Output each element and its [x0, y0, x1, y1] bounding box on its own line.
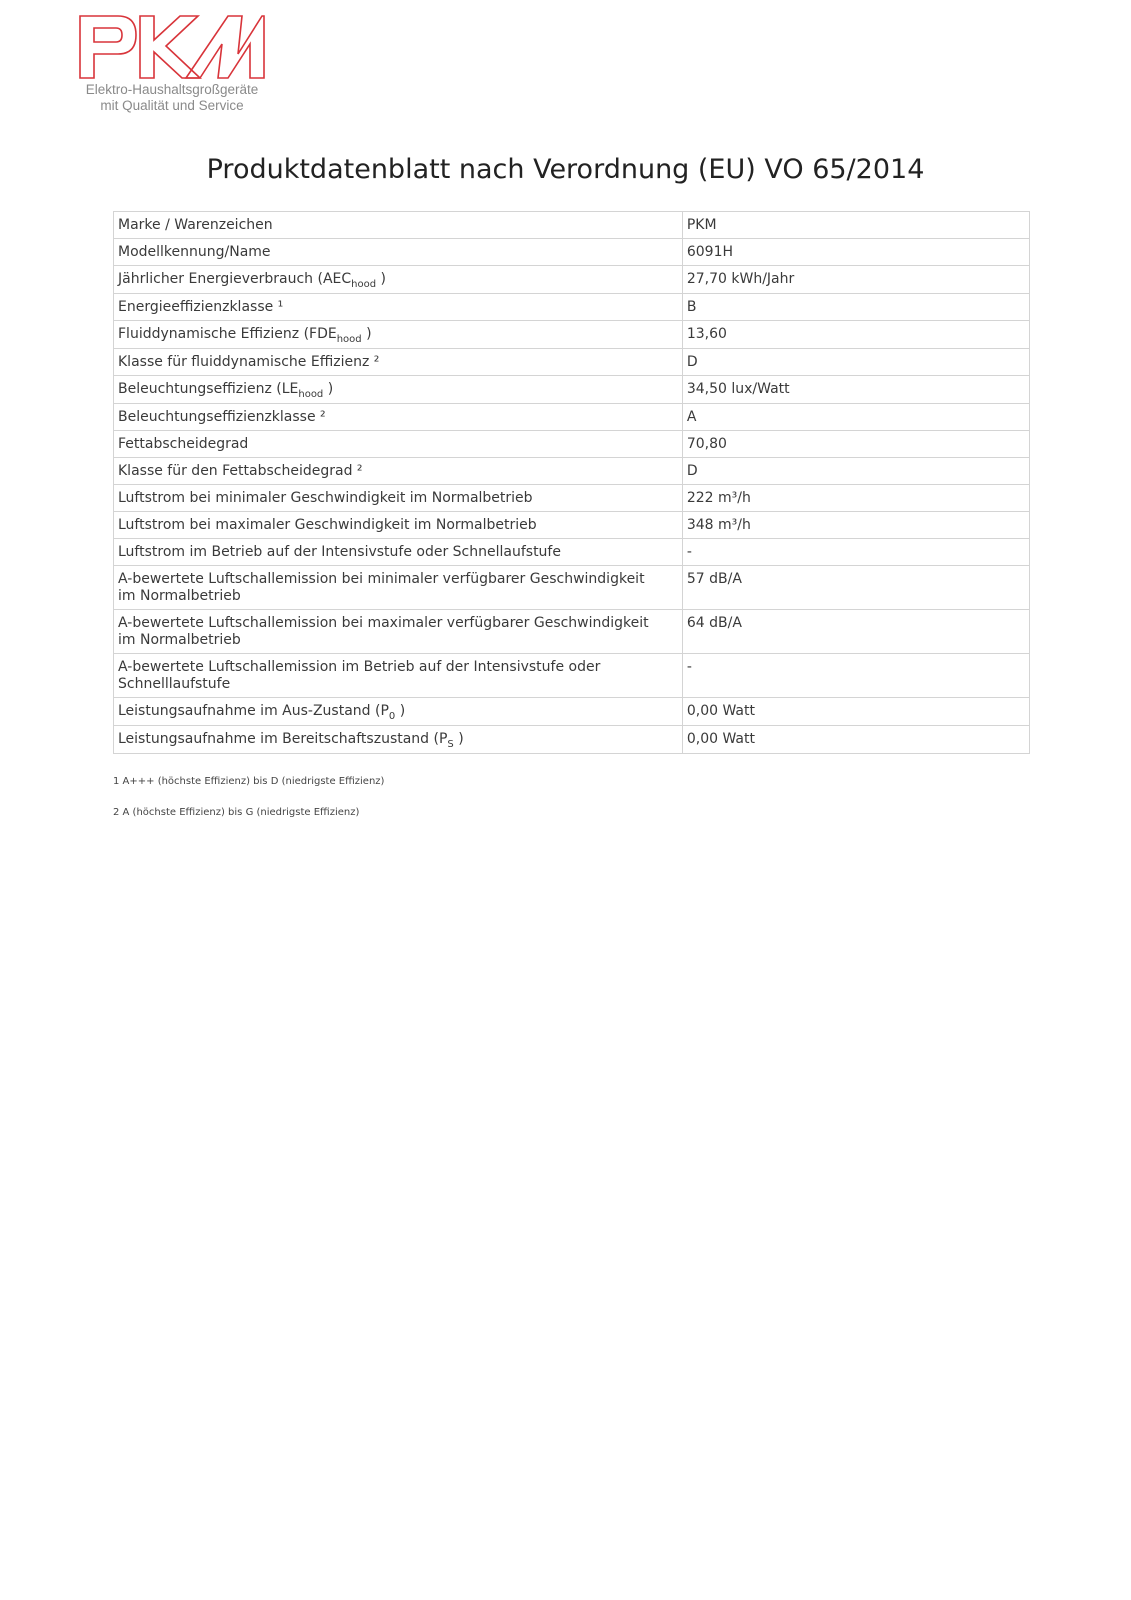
row-label — [114, 726, 683, 754]
row-label — [114, 698, 683, 726]
row-value: 34,50 lux/Watt — [682, 376, 1029, 404]
row-label-text: Fluiddynamische Effizienz (FDE — [118, 326, 337, 342]
row-label-text: Leistungsaufnahme im Bereitschaftszustand (P — [118, 731, 448, 747]
row-value: 27,70 kWh/Jahr — [682, 266, 1029, 294]
row-value: - — [682, 654, 1029, 698]
row-label-subscript: hood — [298, 389, 324, 400]
table-row — [114, 376, 1030, 404]
row-value: 0,00 Watt — [682, 698, 1029, 726]
row-value: 57 dB/A — [682, 566, 1029, 610]
row-label-text: Energieeffizienzklasse ¹ — [118, 299, 284, 315]
table-row — [114, 512, 1030, 539]
row-label-suffix: ) — [376, 271, 387, 287]
row-label-line2: im Normalbetrieb — [118, 588, 241, 604]
row-label-text: Klasse für fluiddynamische Effizienz ² — [118, 354, 380, 370]
table-row — [114, 698, 1030, 726]
pkm-logo-mark — [78, 14, 266, 82]
row-label — [114, 239, 683, 266]
row-label-subscript: hood — [336, 334, 362, 345]
row-label — [114, 349, 683, 376]
row-value: PKM — [682, 212, 1029, 239]
table-row — [114, 726, 1030, 754]
row-label — [114, 610, 683, 654]
row-label-suffix: ) — [395, 703, 406, 719]
table-row — [114, 539, 1030, 566]
row-label-text: Luftstrom bei maximaler Geschwindigkeit im Normalbetrieb — [118, 517, 537, 533]
row-label-text: Luftstrom im Betrieb auf der Intensivstufe oder Schnellaufstufe — [118, 544, 561, 560]
table-row — [114, 431, 1030, 458]
row-value: 0,00 Watt — [682, 726, 1029, 754]
row-label-text: Beleuchtungseffizienzklasse ² — [118, 409, 326, 425]
footnotes — [113, 776, 384, 838]
row-label-line2: im Normalbetrieb — [118, 632, 241, 648]
row-label — [114, 212, 683, 239]
row-label — [114, 485, 683, 512]
row-label-text: Leistungsaufnahme im Aus-Zustand (P — [118, 703, 389, 719]
logo-tagline-2: mit Qualität und Service — [100, 98, 244, 113]
row-label-text: Beleuchtungseffizienz (LE — [118, 381, 299, 397]
row-label-text: Fettabscheidegrad — [118, 436, 249, 452]
row-label — [114, 404, 683, 431]
row-label-text: Klasse für den Fettabscheidegrad ² — [118, 463, 363, 479]
row-value: 64 dB/A — [682, 610, 1029, 654]
row-label — [114, 458, 683, 485]
row-label — [114, 512, 683, 539]
logo-tagline-1: Elektro-Haushaltsgroßgeräte — [85, 82, 259, 97]
row-value: 6091H — [682, 239, 1029, 266]
table-row — [114, 404, 1030, 431]
table-row — [114, 349, 1030, 376]
page-title: Produktdatenblatt nach Verordnung (EU) VO 65/2014 — [206, 154, 925, 185]
table-row — [114, 321, 1030, 349]
product-data-table — [113, 211, 1030, 754]
table-row — [114, 239, 1030, 266]
row-label-text: Jährlicher Energieverbrauch (AEC — [118, 271, 352, 287]
row-value: D — [682, 458, 1029, 485]
row-label-text: Modellkennung/Name — [118, 244, 271, 260]
row-label-subscript: S — [447, 739, 454, 750]
row-label-text: A-bewertete Luftschallemission bei maximaler verfügbarer Geschwindigkeit — [118, 615, 649, 631]
row-value: D — [682, 349, 1029, 376]
row-value: 13,60 — [682, 321, 1029, 349]
table-row — [114, 266, 1030, 294]
row-label-text: Marke / Warenzeichen — [118, 217, 273, 233]
row-label-suffix: ) — [361, 326, 372, 342]
table-row — [114, 212, 1030, 239]
row-label-subscript: hood — [351, 279, 377, 290]
row-label-suffix: ) — [453, 731, 464, 747]
row-label-text: A-bewertete Luftschallemission im Betrieb auf der Intensivstufe oder Schnelllaufstufe — [118, 659, 601, 692]
row-label-subscript: 0 — [388, 711, 396, 722]
row-label-text: A-bewertete Luftschallemission bei minimaler verfügbarer Geschwindigkeit — [118, 571, 645, 587]
row-label — [114, 431, 683, 458]
row-label — [114, 539, 683, 566]
table-row — [114, 566, 1030, 610]
row-value: 348 m³/h — [682, 512, 1029, 539]
footnote-2: 2 A (höchste Effizienz) bis G (niedrigste Effizienz) — [113, 807, 360, 818]
row-label-suffix: ) — [323, 381, 334, 397]
table-row — [114, 654, 1030, 698]
row-value: 70,80 — [682, 431, 1029, 458]
row-label — [114, 266, 683, 294]
footnote-1: 1 A+++ (höchste Effizienz) bis D (niedrigste Effizienz) — [113, 776, 385, 787]
row-value: B — [682, 294, 1029, 321]
row-label — [114, 294, 683, 321]
row-label — [114, 654, 683, 698]
row-label — [114, 321, 683, 349]
row-value: - — [682, 539, 1029, 566]
row-value: 222 m³/h — [682, 485, 1029, 512]
table-row — [114, 485, 1030, 512]
row-label — [114, 566, 683, 610]
table-row — [114, 458, 1030, 485]
table-row — [114, 294, 1030, 321]
row-label — [114, 376, 683, 404]
row-label-text: Luftstrom bei minimaler Geschwindigkeit im Normalbetrieb — [118, 490, 533, 506]
company-logo — [78, 14, 278, 114]
row-value: A — [682, 404, 1029, 431]
table-row — [114, 610, 1030, 654]
